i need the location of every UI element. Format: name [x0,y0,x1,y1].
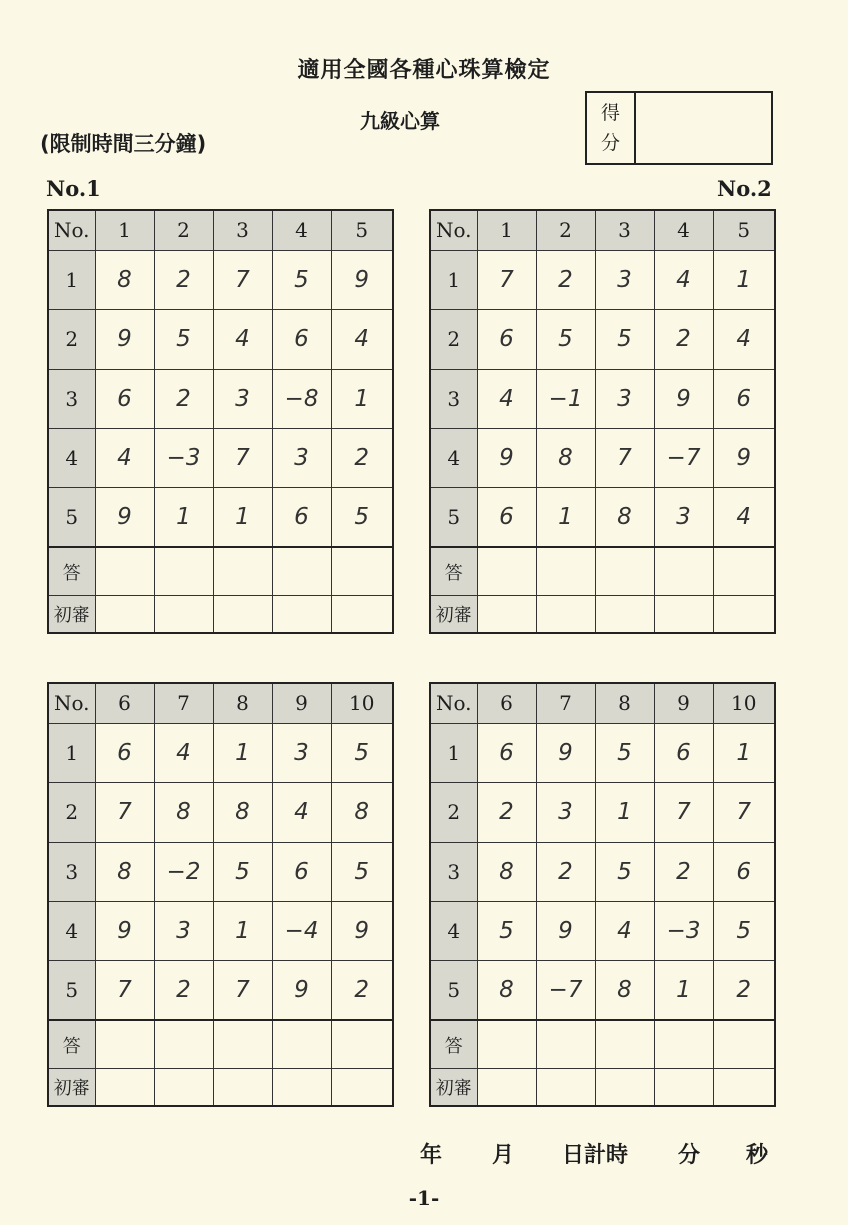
number-row [48,961,393,1020]
header-problem-number: 10 [713,683,775,723]
row-number: 4 [48,429,95,488]
number-cell: 7 [654,783,713,842]
number-cell: 9 [331,250,393,309]
number-cell: 5 [595,310,654,369]
number-cell: 1 [154,488,213,547]
number-cell: 4 [272,783,331,842]
number-cell: 5 [331,488,393,547]
number-cell: 5 [477,902,536,961]
answer-row [48,547,393,595]
row-number: 4 [48,902,95,961]
problem-table-set1-a [47,209,394,634]
row-number: 5 [430,488,477,547]
number-cell: −2 [154,842,213,901]
number-row [48,723,393,782]
number-cell: 5 [154,310,213,369]
header-problem-number: 5 [331,210,393,250]
number-cell: 1 [713,250,775,309]
answer-input[interactable] [213,547,272,595]
header-problem-number: 10 [331,683,393,723]
number-cell: 1 [536,488,595,547]
number-cell: 9 [654,369,713,428]
number-cell: 1 [213,723,272,782]
header-problem-number: 9 [272,683,331,723]
check-input[interactable] [331,596,393,633]
number-row [430,429,775,488]
check-input[interactable] [595,1069,654,1106]
header-problem-number: 8 [595,683,654,723]
header-problem-number: 7 [154,683,213,723]
number-cell: 1 [213,902,272,961]
number-row [430,723,775,782]
row-number: 2 [48,783,95,842]
number-cell: 2 [654,310,713,369]
number-cell: 2 [477,783,536,842]
number-row [48,902,393,961]
number-cell: 5 [595,842,654,901]
number-row [430,842,775,901]
number-cell: 6 [477,310,536,369]
answer-input[interactable] [154,1020,213,1068]
header-problem-number: 1 [477,210,536,250]
check-input[interactable] [154,1069,213,1106]
number-cell: 2 [654,842,713,901]
number-row [430,783,775,842]
set1-label: No.1 [46,176,101,201]
number-cell: 9 [95,310,154,369]
check-input[interactable] [536,596,595,633]
answer-label: 答 [48,1020,95,1068]
answer-input[interactable] [95,1020,154,1068]
problem-table-set2-a [429,209,776,634]
number-cell: 6 [272,488,331,547]
number-cell: 9 [95,902,154,961]
number-cell: 1 [654,961,713,1020]
answer-input[interactable] [713,547,775,595]
number-cell: 4 [477,369,536,428]
number-cell: 3 [213,369,272,428]
number-cell: 5 [213,842,272,901]
number-cell: 6 [713,842,775,901]
footer-day-time: 日計時 [562,1143,629,1168]
number-row [430,902,775,961]
number-cell: −8 [272,369,331,428]
check-input[interactable] [331,1069,393,1106]
answer-label: 答 [430,547,477,595]
header-problem-number: 3 [595,210,654,250]
header-problem-number: 4 [654,210,713,250]
number-row [48,783,393,842]
number-row [430,250,775,309]
number-row [430,961,775,1020]
check-input[interactable] [536,1069,595,1106]
number-cell: 1 [213,488,272,547]
number-cell: 8 [477,961,536,1020]
number-cell: −3 [654,902,713,961]
number-cell: 2 [154,250,213,309]
page-title: 適用全國各種心珠算檢定 [297,58,551,83]
answer-label: 答 [48,547,95,595]
check-label: 初審 [430,1069,477,1106]
header-no-label: No. [430,210,477,250]
check-input[interactable] [477,1069,536,1106]
number-cell: 7 [595,429,654,488]
number-cell: 2 [154,961,213,1020]
number-cell: 7 [213,250,272,309]
number-cell: 8 [331,783,393,842]
number-cell: 1 [331,369,393,428]
number-cell: 6 [272,310,331,369]
number-cell: 9 [536,902,595,961]
number-cell: 7 [477,250,536,309]
header-problem-number: 3 [213,210,272,250]
answer-row [430,1020,775,1068]
number-row [48,488,393,547]
check-row [430,1069,775,1106]
number-row [430,369,775,428]
check-input[interactable] [95,596,154,633]
number-cell: 4 [713,488,775,547]
header-problem-number: 9 [654,683,713,723]
answer-input[interactable] [272,547,331,595]
check-input[interactable] [654,596,713,633]
number-cell: 4 [595,902,654,961]
answer-input[interactable] [654,1020,713,1068]
number-cell: −1 [536,369,595,428]
number-cell: 5 [331,723,393,782]
number-row [430,310,775,369]
check-input[interactable] [272,1069,331,1106]
number-cell: −4 [272,902,331,961]
number-cell: 6 [477,488,536,547]
header-no-label: No. [48,210,95,250]
header-row [430,683,775,723]
number-cell: 8 [536,429,595,488]
answer-input[interactable] [213,1020,272,1068]
number-cell: 4 [154,723,213,782]
number-cell: −7 [536,961,595,1020]
answer-input[interactable] [477,547,536,595]
row-number: 4 [430,429,477,488]
answer-input[interactable] [536,547,595,595]
header-no-label: No. [430,683,477,723]
number-cell: 2 [331,429,393,488]
number-cell: 3 [154,902,213,961]
check-input[interactable] [654,1069,713,1106]
check-row [48,596,393,633]
number-cell: 7 [95,961,154,1020]
row-number: 3 [48,842,95,901]
footer-second: 秒 [746,1143,769,1168]
number-cell: 7 [713,783,775,842]
answer-input[interactable] [477,1020,536,1068]
number-cell: 6 [477,723,536,782]
number-cell: 9 [272,961,331,1020]
number-cell: 6 [95,369,154,428]
number-cell: 2 [331,961,393,1020]
answer-input[interactable] [595,547,654,595]
row-number: 1 [430,723,477,782]
row-number: 1 [48,723,95,782]
number-cell: 4 [213,310,272,369]
number-cell: 1 [713,723,775,782]
number-cell: 5 [536,310,595,369]
row-number: 1 [430,250,477,309]
answer-input[interactable] [331,1020,393,1068]
answer-input[interactable] [536,1020,595,1068]
number-row [48,250,393,309]
number-cell: 3 [272,429,331,488]
number-cell: 2 [536,250,595,309]
check-label: 初審 [48,1069,95,1106]
check-row [430,596,775,633]
score-label-char-2: 分 [600,132,620,154]
row-number: 2 [48,310,95,369]
header-problem-number: 8 [213,683,272,723]
row-number: 5 [48,488,95,547]
row-number: 4 [430,902,477,961]
row-number: 2 [430,783,477,842]
number-cell: 3 [272,723,331,782]
number-cell: 6 [272,842,331,901]
number-cell: −3 [154,429,213,488]
footer-month: 月 [492,1143,515,1168]
header-problem-number: 2 [536,210,595,250]
header-problem-number: 2 [154,210,213,250]
header-row [48,210,393,250]
check-input[interactable] [713,1069,775,1106]
number-cell: 4 [331,310,393,369]
number-cell: 1 [595,783,654,842]
answer-row [430,547,775,595]
answer-label: 答 [430,1020,477,1068]
header-no-label: No. [48,683,95,723]
check-label: 初審 [48,596,95,633]
answer-row [48,1020,393,1068]
row-number: 5 [430,961,477,1020]
number-cell: 7 [213,429,272,488]
answer-input[interactable] [331,547,393,595]
check-label: 初審 [430,596,477,633]
number-cell: 5 [272,250,331,309]
number-cell: 8 [95,250,154,309]
header-problem-number: 6 [477,683,536,723]
number-cell: 3 [595,369,654,428]
number-cell: 6 [713,369,775,428]
number-cell: 3 [595,250,654,309]
number-cell: 9 [713,429,775,488]
number-row [48,429,393,488]
problem-table-set1-b [47,682,394,1107]
number-cell: 7 [95,783,154,842]
number-cell: 5 [595,723,654,782]
number-cell: 9 [536,723,595,782]
answer-input[interactable] [654,547,713,595]
number-row [48,842,393,901]
row-number: 2 [430,310,477,369]
row-number: 1 [48,250,95,309]
number-cell: 8 [595,488,654,547]
number-row [430,488,775,547]
answer-input[interactable] [272,1020,331,1068]
check-input[interactable] [213,596,272,633]
row-number: 3 [430,842,477,901]
number-cell: 3 [654,488,713,547]
number-cell: 3 [536,783,595,842]
answer-input[interactable] [713,1020,775,1068]
number-row [48,369,393,428]
header-row [48,683,393,723]
set2-label: No.2 [717,176,772,201]
number-cell: 5 [331,842,393,901]
footer-year: 年 [420,1143,443,1168]
number-cell: 2 [713,961,775,1020]
check-input[interactable] [477,596,536,633]
check-row [48,1069,393,1106]
check-input[interactable] [213,1069,272,1106]
number-cell: 8 [95,842,154,901]
check-input[interactable] [595,596,654,633]
score-label-char-1: 得 [600,102,620,124]
row-number: 5 [48,961,95,1020]
header-problem-number: 5 [713,210,775,250]
score-box [585,91,773,165]
number-cell: 8 [595,961,654,1020]
header-problem-number: 7 [536,683,595,723]
time-limit: (限制時間三分鐘) [40,132,207,156]
number-cell: −7 [654,429,713,488]
header-problem-number: 1 [95,210,154,250]
number-cell: 5 [713,902,775,961]
level-subtitle: 九級心算 [360,109,440,133]
header-problem-number: 4 [272,210,331,250]
number-cell: 9 [477,429,536,488]
number-cell: 6 [654,723,713,782]
number-cell: 4 [654,250,713,309]
check-input[interactable] [713,596,775,633]
number-cell: 2 [154,369,213,428]
score-label [587,93,636,163]
row-number: 3 [430,369,477,428]
number-cell: 9 [95,488,154,547]
header-row [430,210,775,250]
problem-table-set2-b [429,682,776,1107]
number-cell: 8 [213,783,272,842]
score-input[interactable] [636,93,771,163]
answer-input[interactable] [595,1020,654,1068]
number-cell: 4 [95,429,154,488]
check-input[interactable] [154,596,213,633]
number-cell: 2 [536,842,595,901]
check-input[interactable] [95,1069,154,1106]
answer-input[interactable] [95,547,154,595]
number-cell: 7 [213,961,272,1020]
number-cell: 8 [477,842,536,901]
number-cell: 4 [713,310,775,369]
check-input[interactable] [272,596,331,633]
number-cell: 8 [154,783,213,842]
answer-input[interactable] [154,547,213,595]
footer-minute: 分 [678,1143,701,1168]
row-number: 3 [48,369,95,428]
number-row [48,310,393,369]
header-problem-number: 6 [95,683,154,723]
number-cell: 6 [95,723,154,782]
page-number: -1- [408,1186,440,1210]
number-cell: 9 [331,902,393,961]
